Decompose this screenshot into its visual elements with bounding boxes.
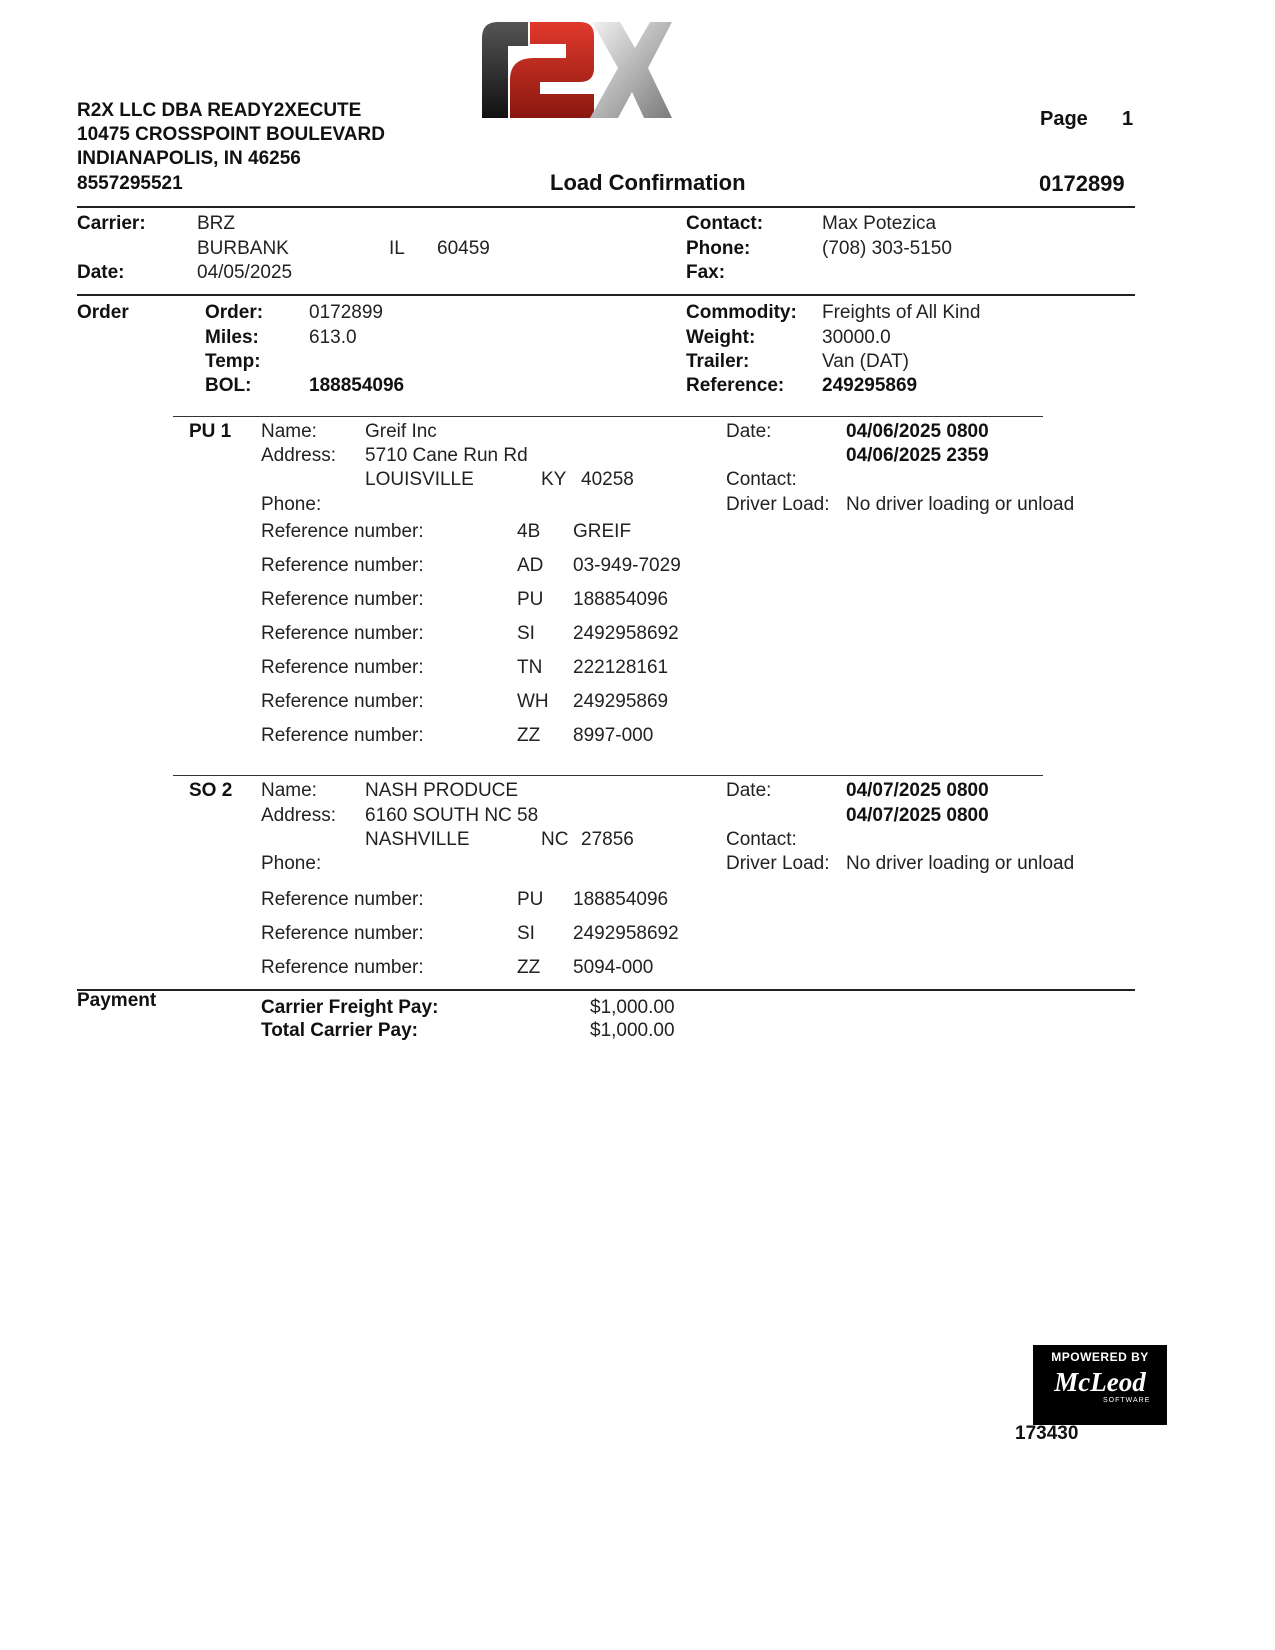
stop-name: Greif Inc (365, 421, 437, 442)
footer-code: 173430 (1015, 1423, 1079, 1444)
stop-zip: 40258 (581, 469, 634, 490)
stop-driver-load-label: Driver Load: (726, 494, 830, 515)
divider (77, 989, 1135, 991)
reference-value: GREIF (573, 521, 632, 542)
stop-driver-load: No driver loading or unload (846, 853, 1075, 874)
trailer-label: Trailer: (686, 351, 750, 372)
stop-name-label: Name: (261, 780, 317, 801)
reference-code: WH (517, 691, 549, 712)
trailer-value: Van (DAT) (822, 351, 909, 372)
stop-id: PU 1 (189, 421, 232, 442)
reference-value: 249295869 (573, 691, 669, 712)
reference-number-label: Reference number: (261, 889, 424, 910)
bol-label: BOL: (205, 375, 252, 396)
company-name: R2X LLC DBA READY2XECUTE (77, 100, 362, 121)
page-title: Load Confirmation (550, 170, 746, 195)
page-number: 1 (1122, 108, 1134, 130)
carrier-freight-pay-value: $1,000.00 (590, 997, 675, 1018)
stop-city: LOUISVILLE (365, 469, 474, 490)
stop-address-label: Address: (261, 445, 336, 466)
reference-value: 222128161 (573, 657, 669, 678)
fax-label: Fax: (686, 262, 726, 283)
stop-date-label: Date: (726, 421, 772, 442)
total-carrier-pay-value: $1,000.00 (590, 1020, 675, 1041)
stop-state: NC (541, 829, 569, 850)
carrier-city: BURBANK (197, 238, 289, 259)
reference-number-label: Reference number: (261, 555, 424, 576)
reference-value: 2492958692 (573, 623, 679, 644)
order-section-label: Order (77, 302, 129, 323)
reference-number-label: Reference number: (261, 521, 424, 542)
reference-number-label: Reference number: (261, 923, 424, 944)
reference-value: 249295869 (822, 375, 918, 396)
reference-value: 2492958692 (573, 923, 679, 944)
stop-id: SO 2 (189, 780, 233, 801)
company-city-state-zip: INDIANAPOLIS, IN 46256 (77, 148, 301, 169)
reference-number-label: Reference number: (261, 657, 424, 678)
company-logo (480, 18, 675, 123)
stop-date-end: 04/07/2025 0800 (846, 805, 989, 826)
company-address: 10475 CROSSPOINT BOULEVARD (77, 124, 385, 145)
mcleod-badge (1033, 1345, 1167, 1425)
carrier-date-label: Date: (77, 262, 125, 283)
reference-number-label: Reference number: (261, 957, 424, 978)
stop-address-label: Address: (261, 805, 336, 826)
total-carrier-pay-label: Total Carrier Pay: (261, 1020, 418, 1041)
divider (173, 775, 1043, 776)
reference-value: 188854096 (573, 889, 669, 910)
stop-state: KY (541, 469, 567, 490)
carrier-state: IL (389, 238, 405, 259)
reference-code: SI (517, 923, 535, 944)
reference-code: 4B (517, 521, 541, 542)
reference-value: 5094-000 (573, 957, 654, 978)
badge-brand: McLeod (1054, 1367, 1146, 1397)
stop-phone-label: Phone: (261, 494, 322, 515)
stop-date-label: Date: (726, 780, 772, 801)
reference-value: 188854096 (573, 589, 669, 610)
phone-value: (708) 303-5150 (822, 238, 952, 259)
carrier-date: 04/05/2025 (197, 262, 293, 283)
contact-value: Max Potezica (822, 213, 937, 234)
miles-value: 613.0 (309, 327, 357, 348)
page-label: Page (1040, 108, 1088, 130)
stop-date-start: 04/07/2025 0800 (846, 780, 989, 801)
divider (77, 206, 1135, 208)
reference-code: PU (517, 889, 544, 910)
order-value: 0172899 (309, 302, 383, 323)
divider (77, 294, 1135, 296)
reference-code: SI (517, 623, 535, 644)
reference-number-label: Reference number: (261, 623, 424, 644)
divider (173, 416, 1043, 417)
stop-city: NASHVILLE (365, 829, 470, 850)
reference-value: 8997-000 (573, 725, 654, 746)
badge-top-text: MPOWERED BY (1051, 1350, 1149, 1364)
stop-contact-label: Contact: (726, 469, 797, 490)
carrier-zip: 60459 (437, 238, 490, 259)
carrier-name: BRZ (197, 213, 235, 234)
phone-label: Phone: (686, 238, 751, 259)
stop-phone-label: Phone: (261, 853, 322, 874)
carrier-freight-pay-label: Carrier Freight Pay: (261, 997, 439, 1018)
commodity-value: Freights of All Kind (822, 302, 981, 323)
commodity-label: Commodity: (686, 302, 797, 323)
payment-section-label: Payment (77, 990, 157, 1011)
reference-value: 03-949-7029 (573, 555, 681, 576)
miles-label: Miles: (205, 327, 259, 348)
badge-sub: SOFTWARE (1103, 1397, 1151, 1404)
temp-label: Temp: (205, 351, 261, 372)
carrier-label: Carrier: (77, 213, 146, 234)
reference-number-label: Reference number: (261, 725, 424, 746)
bol-value: 188854096 (309, 375, 405, 396)
stop-name: NASH PRODUCE (365, 780, 519, 801)
stop-driver-load-label: Driver Load: (726, 853, 830, 874)
weight-label: Weight: (686, 327, 756, 348)
stop-address: 6160 SOUTH NC 58 (365, 805, 539, 826)
reference-code: TN (517, 657, 543, 678)
reference-code: PU (517, 589, 544, 610)
stop-name-label: Name: (261, 421, 317, 442)
reference-code: ZZ (517, 725, 541, 746)
weight-value: 30000.0 (822, 327, 891, 348)
reference-number-label: Reference number: (261, 691, 424, 712)
stop-date-end: 04/06/2025 2359 (846, 445, 989, 466)
stop-date-start: 04/06/2025 0800 (846, 421, 989, 442)
reference-code: AD (517, 555, 544, 576)
company-phone: 8557295521 (77, 173, 183, 194)
stop-address: 5710 Cane Run Rd (365, 445, 528, 466)
reference-code: ZZ (517, 957, 541, 978)
stop-contact-label: Contact: (726, 829, 797, 850)
order-label: Order: (205, 302, 264, 323)
reference-number-label: Reference number: (261, 589, 424, 610)
document-number: 0172899 (1039, 171, 1125, 196)
stop-driver-load: No driver loading or unload (846, 494, 1075, 515)
contact-label: Contact: (686, 213, 764, 234)
stop-zip: 27856 (581, 829, 634, 850)
reference-label: Reference: (686, 375, 785, 396)
